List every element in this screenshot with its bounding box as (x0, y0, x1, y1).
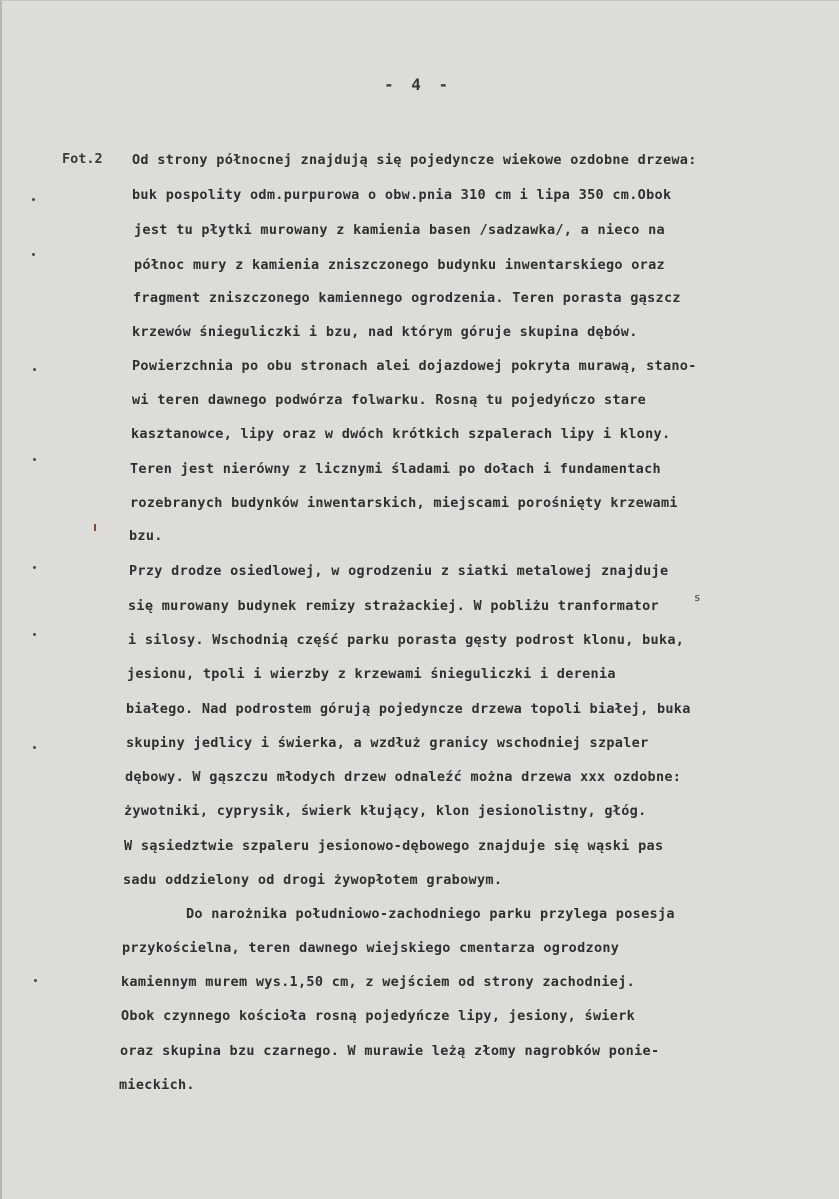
margin-dot (34, 979, 37, 982)
text-line: kasztanowce, lipy oraz w dwóch krótkich szpalerach lipy i klony. (131, 426, 671, 442)
text-line: oraz skupina bzu czarnego. W murawie leżą złomy nagrobków ponie- (120, 1043, 660, 1059)
text-line: jest tu płytki murowany z kamienia basen /sadzawka/, a nieco na (134, 222, 665, 238)
text-line: krzewów śnieguliczki i bzu, nad którym góruje skupina dębów. (132, 324, 638, 340)
text-line: Obok czynnego kościoła rosną pojedyńcze lipy, jesiony, świerk (121, 1008, 636, 1024)
text-line: bzu. (129, 528, 163, 544)
margin-dot (33, 633, 36, 636)
text-line: wi teren dawnego podwórza folwarku. Rosną tu pojedyńczo stare (132, 392, 647, 408)
text-line: W sąsiedztwie szpaleru jesionowo-dębowego znajduje się wąski pas (124, 838, 664, 854)
margin-dot (33, 458, 36, 461)
text-line: Powierzchnia po obu stronach alei dojazdowej pokryta murawą, stano- (132, 358, 697, 374)
text-line: przykościelna, teren dawnego wiejskiego cmentarza ogrodzony (122, 940, 620, 956)
text-line: dębowy. W gąszczu młodych drzew odnaleźć można drzewa xxx ozdobne: (125, 769, 682, 785)
text-line: buk pospolity odm.purpurowa o obw.pnia 310 cm i lipa 350 cm.Obok (132, 187, 672, 203)
text-line: Teren jest nierówny z licznymi śladami po dołach i fundamentach (130, 461, 661, 477)
text-line: północ mury z kamienia zniszczonego budynku inwentarskiego oraz (134, 257, 665, 273)
text-line: mieckich. (119, 1077, 195, 1093)
text-line: kamiennym murem wys.1,50 cm, z wejściem od strony zachodniej. (121, 974, 636, 990)
margin-dot (33, 566, 36, 569)
text-line: skupiny jedlicy i świerka, a wzdłuż granicy wschodniej szpaler (126, 735, 649, 751)
text-line: i silosy. Wschodnią część parku porasta gęsty podrost klonu, buka, (128, 632, 685, 648)
text-line: Przy drodze osiedlowej, w ogrodzeniu z siatki metalowej znajduje (129, 563, 669, 579)
text-line: Od strony północnej znajdują się pojedyncze wiekowe ozdobne drzewa: (132, 152, 697, 168)
handwritten-insert: s (694, 591, 701, 604)
text-line: fragment zniszczonego kamiennego ogrodzenia. Teren porasta gąszcz (133, 290, 681, 306)
text-line: jesionu, tpoli i wierzby z krzewami śnieguliczki i derenia (127, 666, 616, 682)
text-line: sadu oddzielony od drogi żywopłotem grabowym. (123, 872, 503, 888)
margin-dot (33, 368, 36, 371)
section-reference: Fot.2 (62, 151, 103, 167)
text-line: żywotniki, cyprysik, świerk kłujący, klon jesionolistny, głóg. (124, 803, 647, 819)
text-line: białego. Nad podrostem górują pojedyncze drzewa topoli białej, buka (126, 701, 691, 717)
text-line: rozebranych budynków inwentarskich, miejscami porośnięty krzewami (130, 495, 678, 511)
margin-dot (32, 253, 35, 256)
text-line: się murowany budynek remizy strażackiej. W pobliżu tranformator (128, 598, 659, 614)
margin-dot (32, 198, 35, 201)
margin-dot (33, 746, 36, 749)
text-line: Do narożnika południowo-zachodniego parku przylega posesja (186, 906, 675, 922)
page-number: - 4 - (384, 75, 453, 94)
margin-tick-mark (94, 524, 96, 531)
